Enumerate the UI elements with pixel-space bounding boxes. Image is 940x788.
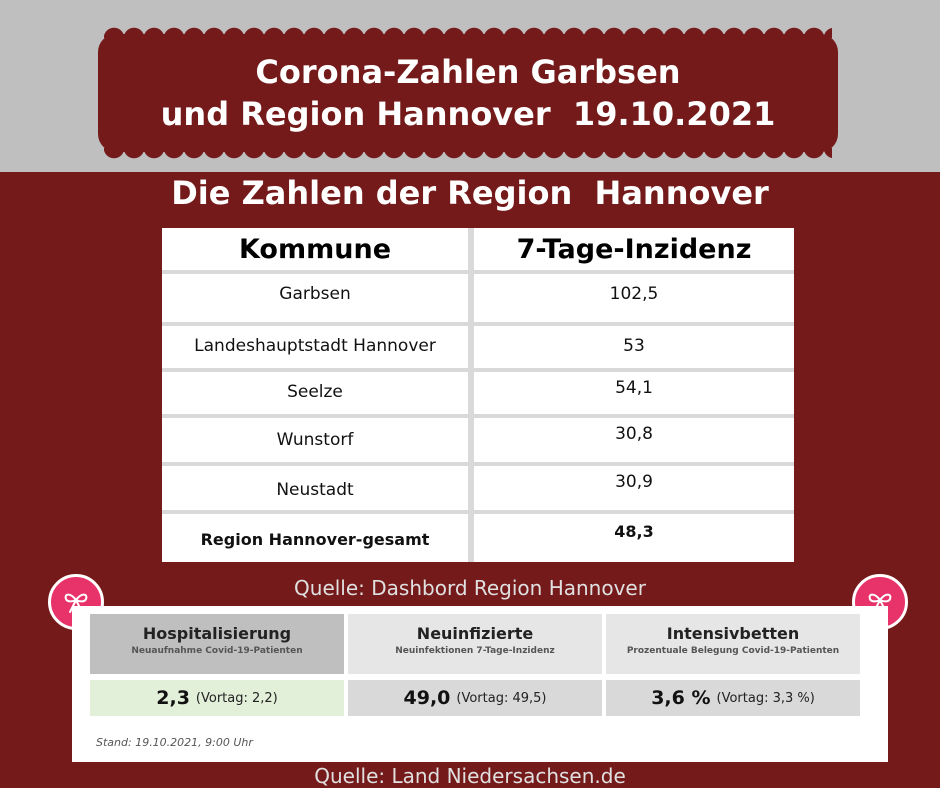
intensivbetten-value: 3,6 % <box>651 687 711 709</box>
hospitalisierung-value-row <box>90 680 344 716</box>
inzidenz-cell: 53 <box>474 326 794 368</box>
neuinfizierte-previous: (Vortag: 49,5) <box>456 690 547 706</box>
kommune-cell: Garbsen <box>162 274 468 322</box>
kommune-cell: Wunstorf <box>162 418 468 462</box>
neuinfizierte-subtitle: Neuinfektionen 7-Tage-Inzidenz <box>395 646 555 656</box>
hospitalisierung-value-box <box>90 680 344 716</box>
neuinfizierte-value-row <box>348 680 602 716</box>
title-line-1: Corona-Zahlen Garbsen <box>255 53 681 91</box>
intensivbetten-previous: (Vortag: 3,3 %) <box>716 690 815 706</box>
table-total-row <box>162 514 794 562</box>
total-kommune-cell: Region Hannover-gesamt <box>162 514 468 562</box>
land-source: Quelle: Land Niedersachsen.de <box>314 764 626 788</box>
title-banner <box>98 34 838 152</box>
intensivbetten-value-row <box>606 680 860 716</box>
neuinfizierte-value-box <box>348 680 602 716</box>
region-incidence-table <box>162 228 794 562</box>
intensivbetten-header <box>606 614 860 674</box>
land-dashboard-panel <box>72 606 888 762</box>
total-inzidenz-cell: 48,3 <box>474 514 794 562</box>
intensivbetten-subtitle: Prozentuale Belegung Covid-19-Patienten <box>626 646 840 656</box>
hospitalisierung-header <box>90 614 344 674</box>
table-row <box>162 274 794 322</box>
column-header-inzidenz: 7-Tage-Inzidenz <box>474 228 794 270</box>
neuinfizierte-title: Neuinfizierte <box>416 624 534 643</box>
table-header-row <box>162 228 794 270</box>
column-header-kommune: Kommune <box>162 228 468 270</box>
banner-scallop-bottom <box>104 148 832 160</box>
table-row <box>162 466 794 510</box>
hospitalisierung-previous: (Vortag: 2,2) <box>195 690 278 706</box>
neuinfizierte-value: 49,0 <box>403 687 451 709</box>
intensivbetten-title: Intensivbetten <box>666 624 800 643</box>
title-line-2: und Region Hannover 19.10.2021 <box>160 95 776 133</box>
inzidenz-cell: 30,9 <box>474 466 794 510</box>
region-source: Quelle: Dashbord Region Hannover <box>294 576 646 600</box>
table-row <box>162 372 794 414</box>
hospitalisierung-subtitle: Neuaufnahme Covid-19-Patienten <box>131 646 303 656</box>
neuinfizierte-header <box>348 614 602 674</box>
hospitalisierung-title: Hospitalisierung <box>142 624 292 643</box>
inzidenz-cell: 30,8 <box>474 418 794 462</box>
banner-scallop-top <box>104 26 832 38</box>
kommune-cell: Neustadt <box>162 466 468 510</box>
table-row <box>162 418 794 462</box>
inzidenz-cell: 54,1 <box>474 372 794 414</box>
intensivbetten-value-box <box>606 680 860 716</box>
stand-timestamp: Stand: 19.10.2021, 9:00 Uhr <box>96 736 253 749</box>
inzidenz-cell: 102,5 <box>474 274 794 322</box>
kommune-cell: Landeshauptstadt Hannover <box>162 326 468 368</box>
table-row <box>162 326 794 368</box>
hospitalisierung-value: 2,3 <box>156 687 190 709</box>
region-heading: Die Zahlen der Region Hannover <box>171 174 769 212</box>
kommune-cell: Seelze <box>162 372 468 414</box>
